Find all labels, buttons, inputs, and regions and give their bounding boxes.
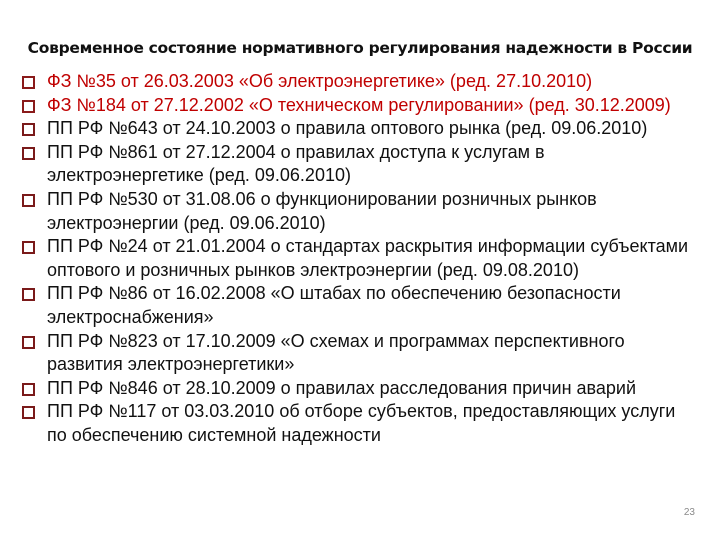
list-item-text: ПП РФ №117 от 03.03.2010 об отборе субъектов, предоставляющих услуги по обеспечению системной надежности [47,401,676,445]
square-bullet-icon [22,406,35,419]
square-bullet-icon [22,383,35,396]
list-item-text: ПП РФ №846 от 28.10.2009 о правилах расследования причин аварий [47,377,637,398]
slide-title: Современное состояние нормативного регулирования надежности в России [27,39,693,57]
list-item [20,330,700,377]
list-item [20,377,700,401]
square-bullet-icon [22,194,35,207]
square-bullet-icon [22,147,35,160]
list-item [20,400,700,447]
square-bullet-icon [22,76,35,89]
list-item-text: ПП РФ №823 от 17.10.2009 «О схемах и программах перспективного развития электроэнергетики» [47,330,625,375]
list-item [20,117,700,141]
list-item-text: ПП РФ №24 от 21.01.2004 о стандартах раскрытия информации субъектами оптового и розничных рынков электроэнергии (ред. 09.08.2010) [47,236,689,280]
list-item [20,282,700,329]
list-item-text: ПП РФ №530 от 31.08.06 о функционировании розничных рынков электроэнергии (ред. 09.06.2010) [47,188,597,233]
list-item [20,188,700,235]
list-item [20,141,700,188]
list-item-text: ПП РФ №643 от 24.10.2003 о правила оптового рынка (ред. 09.06.2010) [47,118,648,139]
square-bullet-icon [22,123,35,136]
list-item [20,94,700,118]
page-number: 23 [683,507,695,518]
list-item-text: ФЗ №35 от 26.03.2003 «Об электроэнергетике» (ред. 27.10.2010) [47,71,593,91]
list-item [20,70,700,94]
square-bullet-icon [22,336,35,349]
regulation-list [20,70,700,448]
square-bullet-icon [22,241,35,254]
square-bullet-icon [22,288,35,301]
list-item-text: ПП РФ №861 от 27.12.2004 о правилах доступа к услугам в электроэнергетике (ред. 09.06.2010) [47,141,545,186]
list-item-text: ФЗ №184 от 27.12.2002 «О техническом регулировании» (ред. 30.12.2009) [47,94,671,115]
square-bullet-icon [22,100,35,113]
list-item-text: ПП РФ №86 от 16.02.2008 «О штабах по обеспечению безопасности электроснабжения» [47,283,621,327]
list-item [20,235,700,282]
